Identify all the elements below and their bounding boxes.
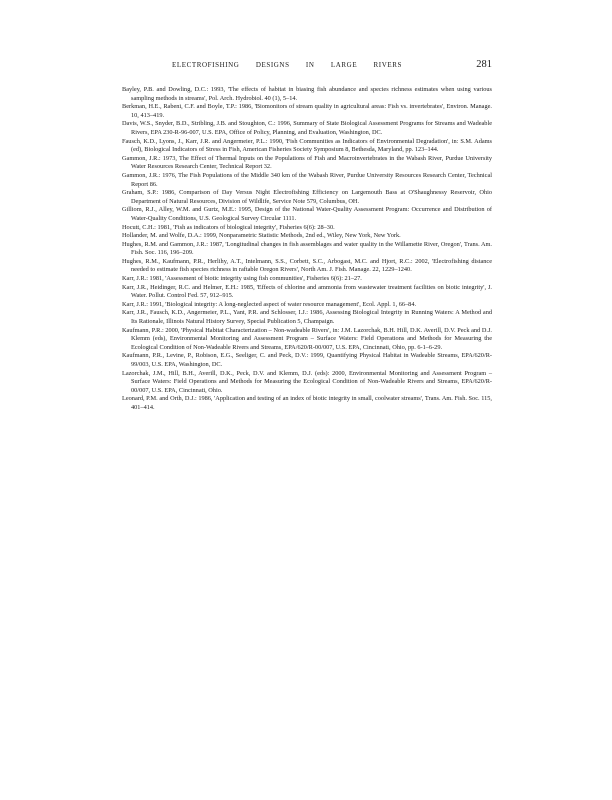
reference-entry: Karr, J.R., Fausch, K.D., Angermeier, P.L., Yant, P.R. and Schlosser, I.J.: 1986, Assessing Biological Integrity in Running Waters: A Method and Its Rationale, Illinois Natural History Survey, Special Publication 5, Champaign. [122,309,492,326]
reference-entry: Kaufmann, P.R., Levine, P., Robison, E.G., Seeliger, C. and Peck, D.V.: 1999, Quantifying Physical Habitat in Wadeable Streams, EPA/620/R-99/003, U.S. EPA, Washington, DC. [122,352,492,368]
running-title: ELECTROFISHING DESIGNS IN LARGE RIVERS [171,61,403,69]
reference-entry: Hughes, R.M. and Gammon, J.R.: 1987, 'Longitudinal changes in fish assemblages and water quality in the Willamette River, Oregon', Trans. Am. Fish. Soc. 116, 196–209. [122,240,492,257]
reference-entry: Hughes, R.M., Kaufmann, P.R., Herlihy, A.T., Intelmann, S.S., Corbett, S.C., Arbogast, M.C. and Hjort, R.C.: 2002, 'Electrofishing distance needed to estimate fish species richness in raftable Oregon Rivers', North Am. J. Fish. Manage. 22, 1229–1240. [122,257,492,274]
reference-entry: Fausch, K.D., Lyons, J., Karr, J.R. and Angermeier, P.L.: 1990, 'Fish Communities as Indicators of Environmental Degradation', in: S.M. Adams (ed), Biological Indicators of Stress in Fish, American Fisheries Society Symposium 8, Bethesda, Maryland, pp. 123–144. [122,137,492,154]
reference-entry: Karr, J.R., Heidinger, R.C. and Helmer, E.H.: 1985, 'Effects of chlorine and ammonia from wastewater treatment facilities on biotic integrity', J. Water. Pollut. Control Fed. 57, 912–915. [122,283,492,300]
reference-entry: Gilliom, R.J., Alley, W.M. and Gurtz, M.E.: 1995, Design of the National Water-Quality Assessment Program: Occurrence and Distribution of Water-Quality Conditions, U.S. Geological Survey Circular 1111. [122,206,492,222]
reference-list [122,86,492,413]
reference-entry: Leonard, P.M. and Orth, D.J.: 1986, 'Application and testing of an index of biotic integrity in small, coolwater streams', Trans. Am. Fish. Soc. 115, 401–414. [122,395,492,411]
reference-entry: Graham, S.P.: 1986, Comparison of Day Versus Night Electrofishing Efficiency on Largemouth Bass at O'Shaughnessy Reservoir, Ohio Department of Natural Resources, Division of Wildlife, Service Note 579, Columbus, OH. [122,189,492,205]
reference-entry: Davis, W.S., Snyder, B.D., Stribling, J.B. and Stoughton, C.: 1996, Summary of State Biological Assessment Programs for Streams and Wadeable Rivers, EPA 230-R-96-007, U.S. EPA, Office of Policy, Planning, and Evaluation, Washington, DC. [122,120,492,136]
reference-entry: Berkman, H.E., Rabeni, C.F. and Boyle, T.P.: 1986, 'Biomonitors of stream quality in agricultural areas: Fish vs. invertebrates', Environ. Manage. 10, 413–419. [122,103,492,119]
reference-entry: Gammon, J.R.: 1973, The Effect of Thermal Inputs on the Populations of Fish and Macroinvertebrates in the Wabash River, Purdue University Water Resources Research Center, Technical Report 32. [122,154,492,171]
reference-entry: Hollander, M. and Wolfe, D.A.: 1999, Nonparametric Statistic Methods, 2nd ed., Wiley, New York, New York. [122,232,401,240]
reference-entry: Gammon, J.R.: 1976, The Fish Populations of the Middle 340 km of the Wabash River, Purdue University Resources Research Center, Technical Report 86. [122,171,492,188]
reference-entry: Hocutt, C.H.: 1981, 'Fish as indicators of biological integrity', Fisheries 6(6): 28–30. [122,223,335,231]
reference-entry: Kaufmann, P.R.: 2000, 'Physical Habitat Characterization – Non-wadeable Rivers', in: J.M. Lazorchak, B.H. Hill, D.K. Averill, D.V. Peck and D.J. Klemm (eds), Environmental Monitoring and Assessment Program – Surface Waters: Field Operations and Methods for Measuring the Ecological Condition of Non-Wadeable Rivers and Streams, EPA/620/R-00/007, U.S. EPA, Cincinnati, Ohio, pp. 6-1–6-29. [122,326,492,351]
reference-entry: Karr, J.R.: 1991, 'Biological integrity: A long-neglected aspect of water resource management', Ecol. Appl. 1, 66–84. [122,300,417,308]
page-number: 281 [476,59,492,70]
reference-entry: Lazorchak, J.M., Hill, B.H., Averill, D.K., Peck, D.V. and Klemm, D.J. (eds): 2000, Environmental Monitoring and Assessment Program – Surface Waters: Field Operations and Methods for Measuring the Ecological Condition of Non-Wadeable Rivers and Streams, EPA/620/R-00/007, U.S. EPA, Cincinnati, Ohio. [122,369,492,394]
running-head [122,59,492,73]
reference-entry: Bayley, P.B. and Dowling, D.C.: 1993, 'The effects of habitat in biasing fish abundance and species richness estimates when using various sampling methods in streams', Pol. Arch. Hydrobiol. 40 (1), 5–14. [122,86,492,102]
reference-entry: Karr, J.R.: 1981, 'Assessment of biotic integrity using fish communities', Fisheries 6(6): 21–27. [122,275,362,283]
